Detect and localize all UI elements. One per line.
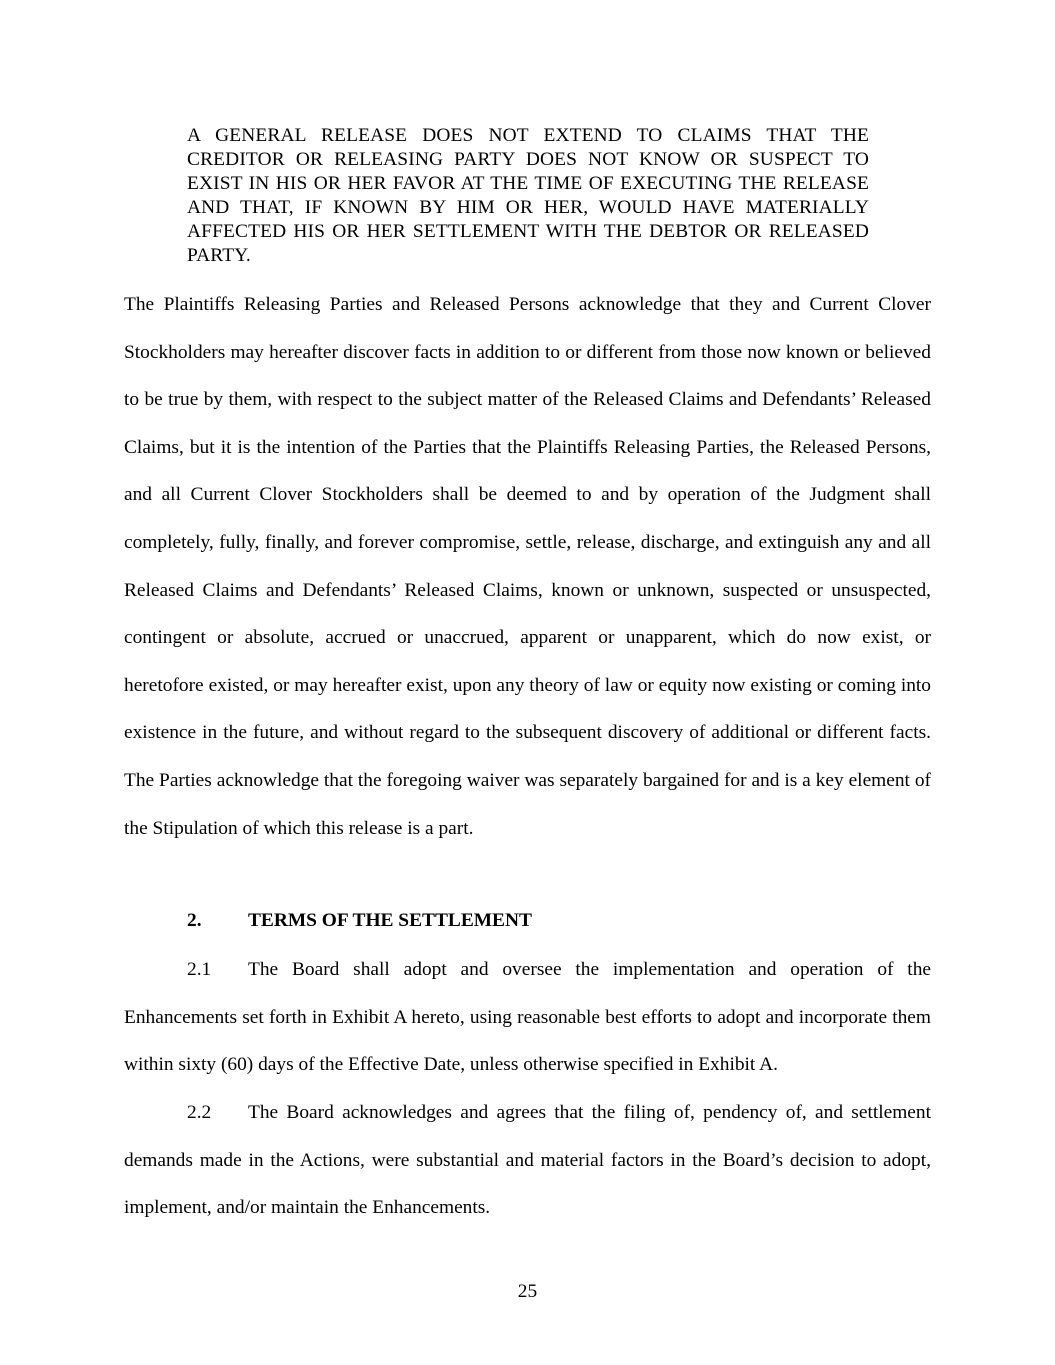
clause-text: The Board shall adopt and oversee the implementation and operation of the Enhancements set forth in Exhibit A hereto, using reasonable best efforts to adopt and incorporate them within sixty (60) days of the Effective Date, unless otherwise specified in Exhibit A. xyxy=(124,959,931,1076)
section-heading xyxy=(187,906,532,936)
clause-text: The Board acknowledges and agrees that the filing of, pendency of, and settlement demands made in the Actions, were substantial and material factors in the Board’s decision to adopt, implement, and/or maintain the Enhancements. xyxy=(124,1102,931,1219)
acknowledgment-paragraph: The Plaintiffs Releasing Parties and Released Persons acknowledge that they and Current Clover Stockholders may hereafter discover facts in addition to or different from those now known or believed to be true by them, with respect to the subject matter of the Released Claims and Defendants’ Released Claims, but it is the intention of the Parties that the Plaintiffs Releasing Parties, the Released Persons, and all Current Clover Stockholders shall be deemed to and by operation of the Judgment shall completely, fully, finally, and forever compromise, settle, release, discharge, and extinguish any and all Released Claims and Defendants’ Released Claims, known or unknown, suspected or unsuspected, contingent or absolute, accrued or unaccrued, apparent or unapparent, which do now exist, or heretofore existed, or may hereafter exist, upon any theory of law or equity now existing or coming into existence in the future, and without regard to the subsequent discovery of additional or different facts. The Parties acknowledge that the foregoing waiver was separately bargained for and is a key element of the Stipulation of which this release is a part. xyxy=(124,294,931,839)
clause-number: 2.1 xyxy=(187,959,212,980)
page-number: 25 xyxy=(517,1281,538,1302)
clause-2-2 xyxy=(124,1089,931,1232)
clause-2-1 xyxy=(124,946,931,1089)
release-block-quote: A GENERAL RELEASE DOES NOT EXTEND TO CLAIMS THAT THE CREDITOR OR RELEASING PARTY DOES NOT KNOW OR SUSPECT TO EXIST IN HIS OR HER FAVOR AT THE TIME OF EXECUTING THE RELEASE AND THAT, IF KNOWN BY HIM OR HER, WOULD HAVE MATERIALLY AFFECTED HIS OR HER SETTLEMENT WITH THE DEBTOR OR RELEASED PARTY. xyxy=(187,125,869,266)
clause-number: 2.2 xyxy=(187,1102,212,1123)
section-title: TERMS OF THE SETTLEMENT xyxy=(248,910,532,931)
section-number: 2. xyxy=(187,910,202,931)
